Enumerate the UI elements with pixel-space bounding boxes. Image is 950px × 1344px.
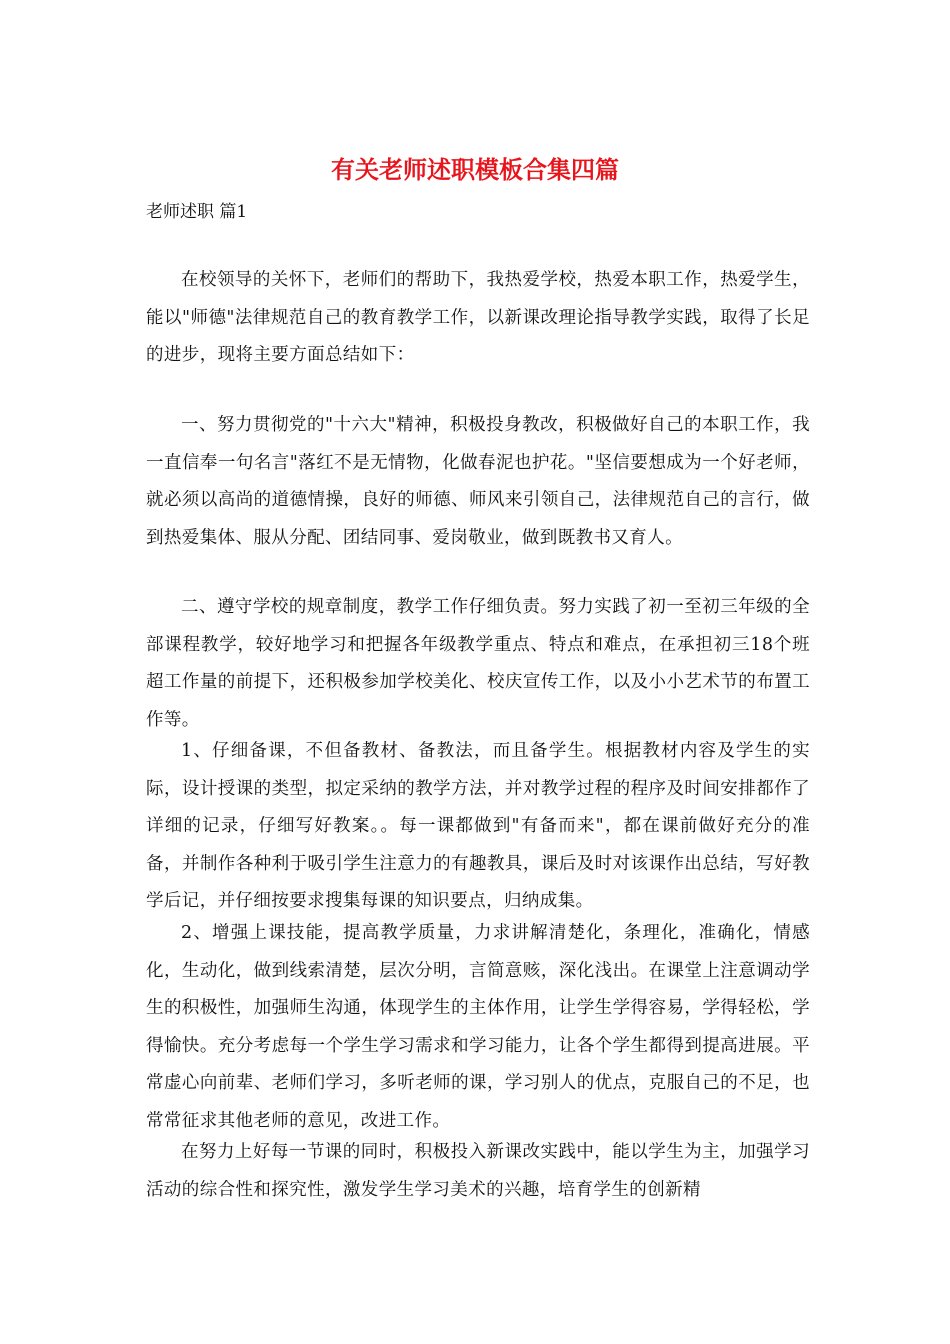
section-heading: 老师述职 篇1 [146, 202, 248, 222]
paragraph: 一、努力贯彻党的"十六大"精神，积极投身教改，积极做好自己的本职工作，我一直信奉一句名言"落红不是无情物，化做春泥也护花。"坚信要想成为一个好老师，就必须以高尚的道德情操，良好的师德、师风来引领自己，法律规范自己的言行，做到热爱集体、服从分配、团结同事、爱岗敬业，做到既教书又育人。 [146, 415, 810, 548]
paragraph: 在努力上好每一节课的同时，积极投入新课改实践中，能以学生为主，加强学习活动的综合性和探究性，激发学生学习美术的兴趣，培育学生的创新精 [146, 1142, 810, 1200]
document-title: 有关老师述职模板合集四篇 [331, 155, 619, 184]
paragraph: 2、增强上课技能，提高教学质量，力求讲解清楚化，条理化，准确化，情感化，生动化，做到线索清楚，层次分明，言简意赅，深化浅出。在课堂上注意调动学生的积极性，加强师生沟通，体现学生的主体作用，让学生学得容易，学得轻松，学得愉快。充分考虑每一个学生学习需求和学习能力，让各个学生都得到提高进展。平常虚心向前辈、老师们学习，多听老师的课，学习别人的优点，克服自己的不足，也常常征求其他老师的意见，改进工作。 [146, 923, 810, 1131]
paragraph: 1、仔细备课，不但备教材、备教法，而且备学生。根据教材内容及学生的实际，设计授课的类型，拟定采纳的教学方法，并对教学过程的程序及时间安排都作了详细的记录，仔细写好教案。。每一课都做到"有备而来"，都在课前做好充分的准备，并制作各种利于吸引学生注意力的有趣教具，课后及时对该课作出总结，写好教学后记，并仔细按要求搜集每课的知识要点，归纳成集。 [146, 741, 810, 912]
paragraph: 二、遵守学校的规章制度，教学工作仔细负责。努力实践了初一至初三年级的全部课程教学，较好地学习和把握各年级教学重点、特点和难点，在承担初三18个班超工作量的前提下，还积极参加学校美化、校庆宣传工作，以及小小艺术节的布置工作等。 [146, 597, 810, 730]
paragraph: 在校领导的关怀下，老师们的帮助下，我热爱学校，热爱本职工作，热爱学生，能以"师德"法律规范自己的教育教学工作，以新课改理论指导教学实践，取得了长足的进步，现将主要方面总结如下： [146, 270, 810, 366]
